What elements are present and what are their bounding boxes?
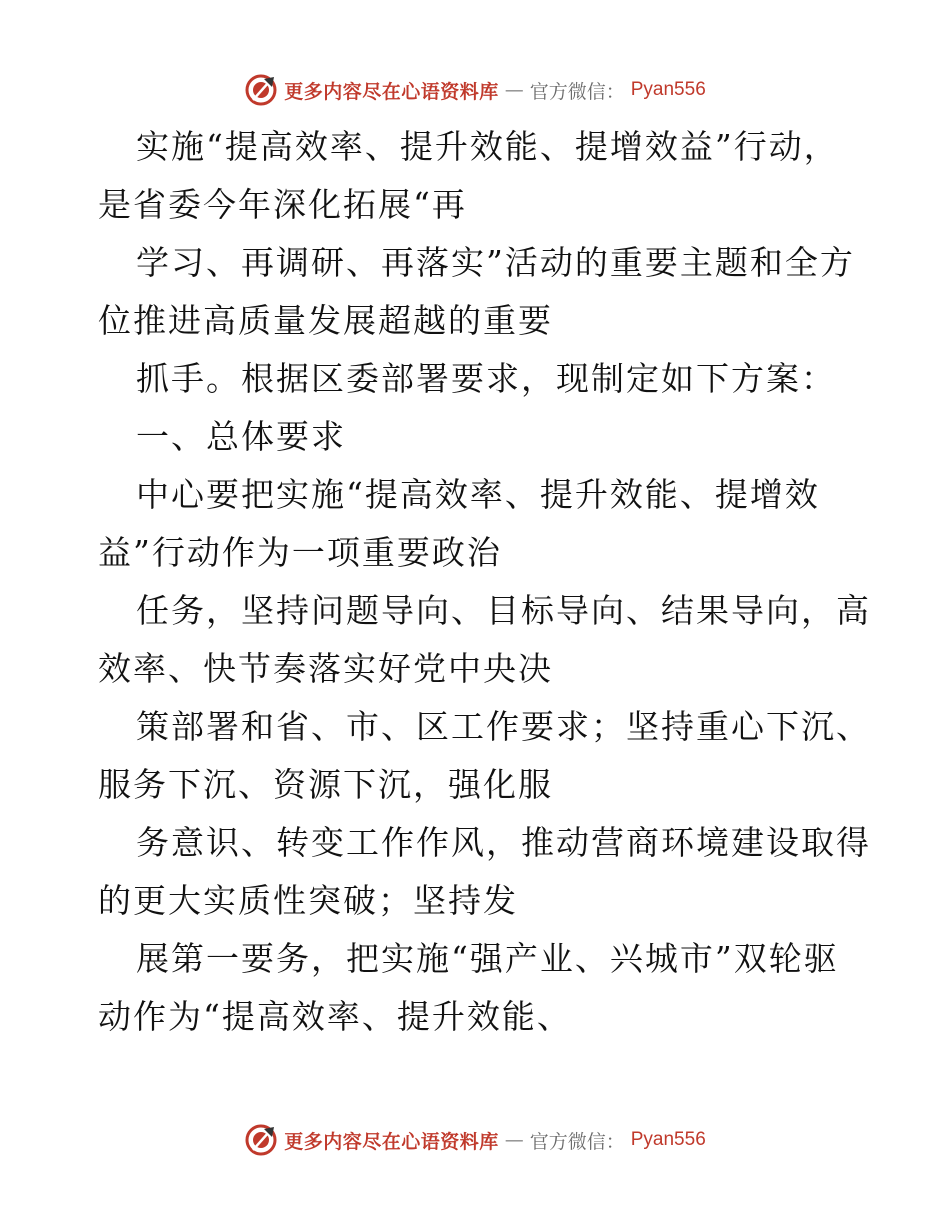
body-line: 中心要把实施“提高效率、提升效能、提增效 [136, 475, 820, 514]
section-heading: 一、总体要求 [136, 417, 346, 456]
pen-circle-logo-icon [244, 1123, 278, 1157]
body-line: 益”行动作为一项重要政治 [98, 533, 502, 572]
body-line: 学习、再调研、再落实”活动的重要主题和全方 [136, 243, 855, 282]
pen-circle-logo-icon [244, 73, 278, 107]
body-line: 是省委今年深化拓展“再 [98, 185, 467, 224]
watermark-dash: — [504, 79, 524, 101]
header-watermark [0, 70, 950, 110]
footer-watermark [0, 1120, 950, 1160]
watermark-wechat-id: Pyan556 [630, 1129, 706, 1150]
body-line: 任务，坚持问题导向、目标导向、结果导向，高 [136, 591, 871, 630]
body-line: 务意识、转变工作作风，推动营商环境建设取得 [136, 823, 871, 862]
watermark-official-label: 官方微信： [529, 1130, 625, 1153]
watermark-site-text: 更多内容尽在心语资料库 [284, 1130, 499, 1153]
body-line: 服务下沉、资源下沉，强化服 [98, 765, 553, 804]
watermark-official-label: 官方微信： [529, 80, 625, 103]
body-line: 位推进高质量发展超越的重要 [98, 301, 553, 340]
body-line: 效率、快节奏落实好党中央决 [98, 649, 553, 688]
watermark-wechat-id: Pyan556 [630, 79, 706, 100]
body-line: 实施“提高效率、提升效能、提增效益”行动， [136, 127, 839, 166]
body-line: 展第一要务，把实施“强产业、兴城市”双轮驱 [136, 939, 839, 978]
document-body [98, 118, 871, 1046]
watermark-dash: — [504, 1129, 524, 1151]
watermark-site-text: 更多内容尽在心语资料库 [284, 80, 499, 103]
body-line: 动作为“提高效率、提升效能、 [98, 997, 572, 1036]
body-line: 策部署和省、市、区工作要求；坚持重心下沉、 [136, 707, 871, 746]
body-line: 抓手。根据区委部署要求，现制定如下方案： [136, 359, 836, 398]
body-line: 的更大实质性突破；坚持发 [98, 881, 518, 920]
